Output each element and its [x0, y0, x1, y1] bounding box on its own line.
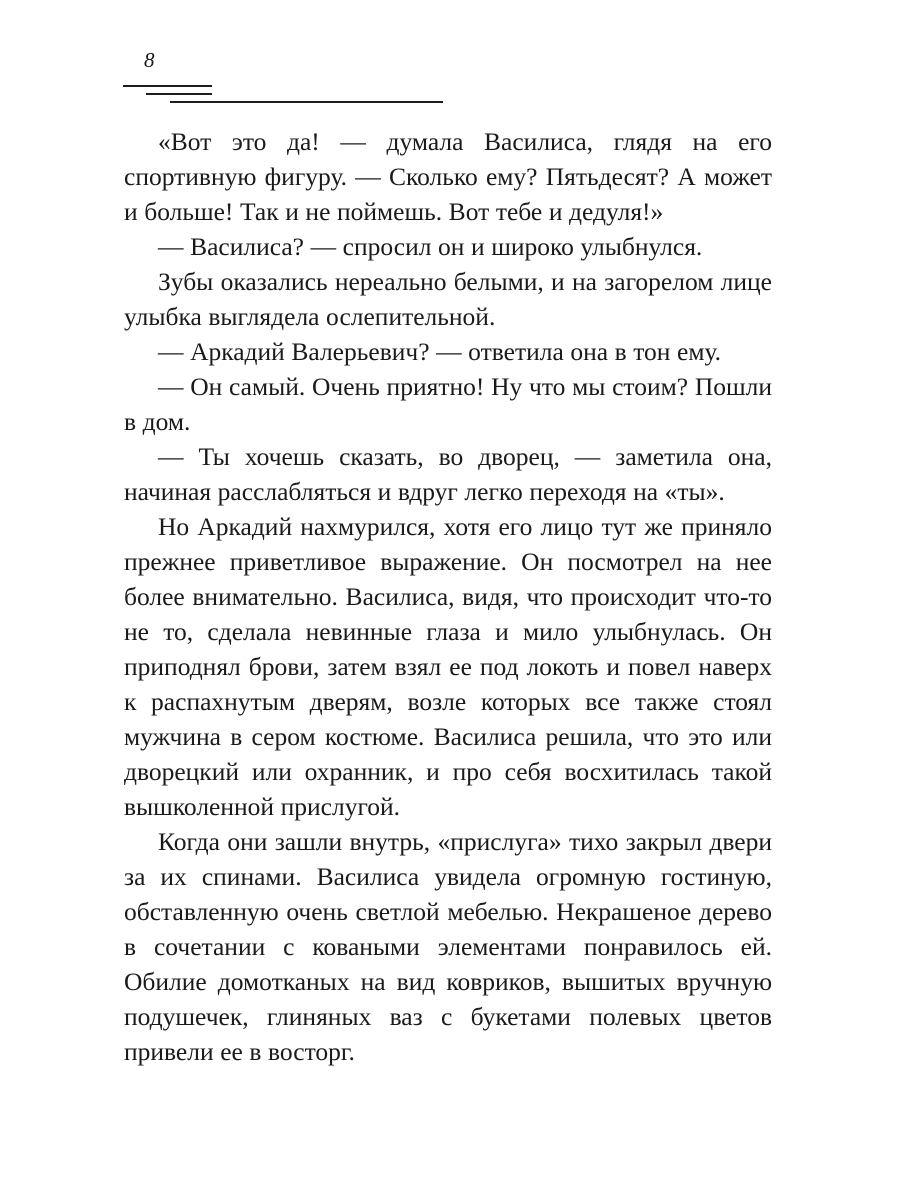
paragraph: Когда они зашли внутрь, «прислуга» тихо закрыл двери за их спинами. Василиса увидела огромную гостиную, обставленную очень светлой мебелью. Некрашеное дерево в сочетании с коваными элементами понравилось ей. Обилие домотканых на вид ковриков, вышитых вручную подушечек, глиняных ваз с букетами полевых цветов привели ее в восторг. [124, 827, 772, 1066]
header-rule-top [123, 85, 212, 87]
paragraph: — Аркадий Валерьевич? — ответила она в тон ему. [158, 337, 722, 366]
page-header [0, 0, 900, 110]
body-text-block [124, 124, 772, 1069]
paragraph: Но Аркадий нахмурился, хотя его лицо тут же приняло прежнее приветливое выражение. Он посмотрел на нее более внимательно. Василиса, видя, что происходит что-то не то, сделала невинные глаза и мило улыбнулась. Он приподнял брови, затем взял ее под локоть и повел наверх к распахнутым дверям, возле которых все также стоял мужчина в сером костюме. Василиса решила, что это или дворецкий или охранник, и про себя восхитилась такой вышколенной прислугой. [124, 512, 772, 821]
header-rule-bottom [170, 101, 443, 103]
paragraph: — Василиса? — спросил он и широко улыбнулся. [158, 232, 703, 261]
paragraph: «Вот это да! — думала Василиса, глядя на его спортивную фигуру. — Сколько ему? Пятьдесят? А может и больше! Так и не поймешь. Вот тебе и дедуля!» [124, 127, 772, 226]
header-rule-middle [146, 93, 212, 95]
paragraph: — Ты хочешь сказать, во дворец, — заметила она, начиная расслабляться и вдруг легко переходя на «ты». [124, 442, 772, 506]
header-rule-group [0, 0, 900, 110]
paragraph: — Он самый. Очень приятно! Ну что мы стоим? Пошли в дом. [124, 372, 772, 436]
paragraph: Зубы оказались нереально белыми, и на загорелом лице улыбка выглядела ослепительной. [124, 267, 772, 331]
page-number: 8 [144, 48, 155, 72]
